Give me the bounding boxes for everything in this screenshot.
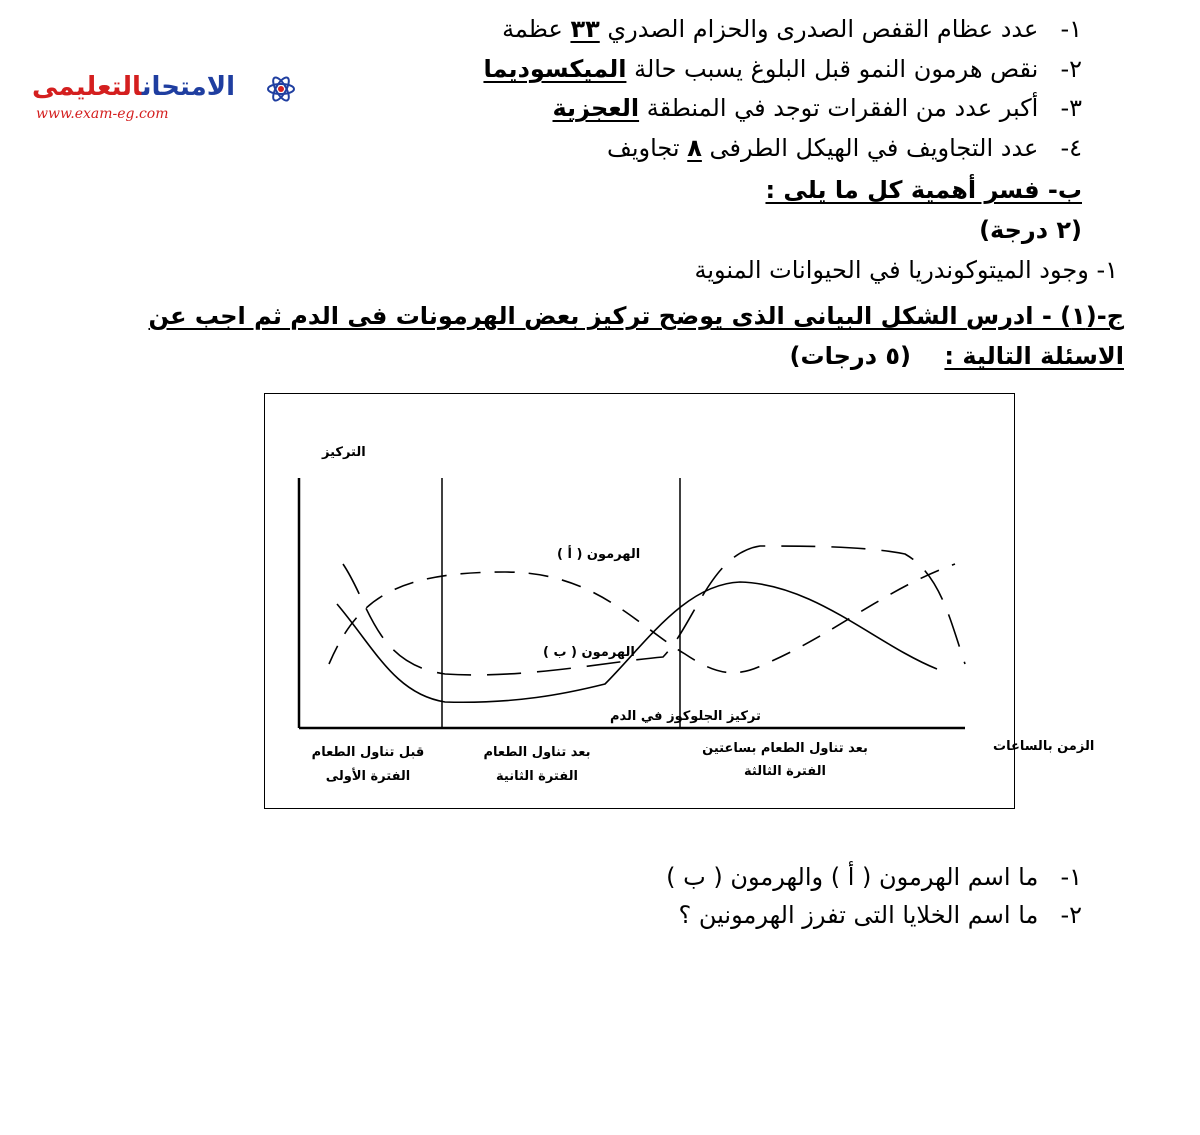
logo-brand — [32, 72, 235, 102]
item-text: عدد عظام القفص الصدرى والحزام الصدري — [607, 15, 1039, 43]
atom-icon — [266, 74, 296, 104]
series-line-glucose — [337, 582, 937, 702]
item-number: ١- — [1060, 15, 1082, 43]
series-line-hormone-b — [343, 546, 965, 675]
question-text: وجود الميتوكوندريا في الحيوانات المنوية — [694, 256, 1089, 284]
period-2-line-1: بعد تناول الطعام — [483, 745, 591, 760]
item-number: ٢- — [1060, 55, 1082, 83]
period-1-line-2: الفترة الأولى — [325, 769, 411, 784]
chart-svg — [265, 394, 1095, 808]
section-b-marks: (٢ درجة) — [979, 216, 1082, 244]
item-answer: العجزية — [552, 94, 640, 122]
question-number: ٢- — [1060, 901, 1082, 929]
item-2 — [483, 53, 1082, 85]
site-logo — [18, 72, 308, 128]
item-answer: الميكسوديما — [483, 55, 627, 83]
item-text: عدد التجاويف في الهيكل الطرفى — [709, 134, 1039, 162]
item-4 — [607, 132, 1082, 164]
item-text-end: تجاويف — [606, 134, 680, 162]
question-number: ١- — [1096, 256, 1118, 284]
question-2 — [679, 899, 1082, 931]
logo-brand-part2: التعليمى — [32, 72, 142, 102]
period-1-line-1: قبل تناول الطعام — [311, 745, 425, 760]
item-answer: ٨ — [687, 134, 702, 162]
item-3 — [553, 92, 1083, 124]
question-text: ما اسم الهرمون ( أ ) والهرمون ( ب ) — [666, 863, 1039, 891]
series-label-glucose: تركيز الجلوكوز في الدم — [610, 709, 761, 724]
section-c-prompt: الاسئلة التالية : — [944, 342, 1124, 370]
period-3-line-1: بعد تناول الطعام بساعتين — [702, 741, 868, 756]
logo-brand-part1: الامتحان — [141, 72, 236, 102]
series-label-hormone-a: الهرمون ( أ ) — [557, 547, 641, 562]
x-axis-label: الزمن بالساعات — [993, 739, 1095, 754]
section-b-heading: ب- فسر أهمية كل ما يلى : — [765, 176, 1082, 204]
item-number: ٣- — [1060, 94, 1082, 122]
section-c-line-1: ج-(١) - ادرس الشكل البيانى الذى يوضح تركيز بعض الهرمونات فى الدم ثم اجب عن — [148, 302, 1124, 330]
item-text: نقص هرمون النمو قبل البلوغ يسبب حالة — [634, 55, 1039, 83]
item-answer: ٣٣ — [570, 15, 600, 43]
period-3-line-2: الفترة الثالثة — [744, 764, 826, 779]
question-text: ما اسم الخلايا التى تفرز الهرمونين ؟ — [678, 901, 1039, 929]
section-b-question-1 — [694, 254, 1118, 286]
item-1 — [502, 13, 1082, 45]
series-line-hormone-a — [329, 564, 955, 673]
question-1 — [666, 861, 1082, 893]
hormone-chart — [264, 393, 1095, 809]
item-number: ٤- — [1060, 134, 1082, 162]
logo-url: www.exam-eg.com — [36, 106, 169, 122]
y-axis-label: التركيز — [322, 445, 366, 460]
series-label-hormone-b: الهرمون ( ب ) — [543, 645, 635, 660]
section-c-line-2 — [789, 340, 1124, 372]
item-text-end: عظمة — [502, 15, 563, 43]
period-2-line-2: الفترة الثانية — [496, 769, 578, 784]
item-text: أكبر عدد من الفقرات توجد في المنطقة — [646, 94, 1039, 122]
section-c-marks: (٥ درجات) — [789, 342, 911, 370]
question-number: ١- — [1060, 863, 1082, 891]
